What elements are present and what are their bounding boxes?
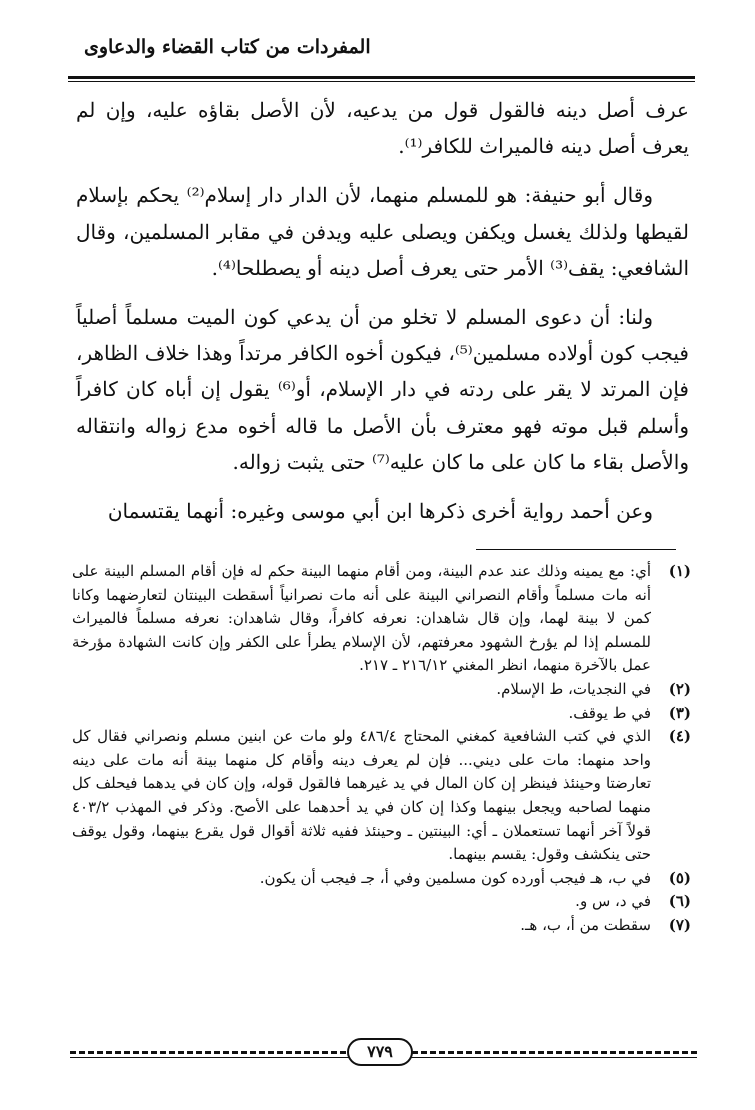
footnote — [72, 890, 691, 914]
main-text — [76, 92, 689, 542]
footnote-number: (٢) — [668, 679, 691, 698]
footnote-text: سقطت من أ، ب، هـ. — [520, 915, 651, 934]
footnote-number: (٥) — [668, 868, 691, 887]
footnote-text: في د، س و. — [575, 892, 651, 911]
paragraph: وقال أبو حنيفة: هو للمسلم منهما، لأن الدار دار إسلام⁽²⁾ يحكم بإسلام لقيطها ولذلك يغسل ويكفن ويصلى عليه ويدفن في مقابر المسلمين، وقال الشافعي: يقف⁽³⁾ الأمر حتى يعرف أصل دينه أو يصطلحا⁽⁴⁾. — [76, 183, 689, 280]
header-rule-thin — [68, 81, 695, 82]
footnote — [72, 702, 691, 726]
footnote-text: في النجديات، ط الإسلام. — [496, 679, 651, 698]
footnote-separator — [476, 549, 676, 550]
footnote-text: الذي في كتب الشافعية كمغني المحتاج ٤٨٦/٤ ولو مات عن ابنين مسلم ونصراني فقال كل واحد منهما: مات على ديني... فإن لم يعرف دينه وأقام كل منهما بينة أنه مات على دينه تعارضتا وحينئذ فينظر إن كان المال في يد غيرهما فالقول قوله، وإن كان في يدهما فيحلف كل منهما لصاحبه ويجعل بينهما وكذا إن كان في يد أحدهما على الأصح. وذكر في المهذب ٤٠٣/٢ قولاً آخر أنهما تستعملان ـ أي: البينتين ـ وحينئذ ففيه ثلاثة أقوال قول يقرع بينهما، وقول يوقف حتى ينكشف وقول: يقسم بينهما. — [72, 727, 651, 864]
running-header: المفردات من كتاب القضاء والدعاوى — [84, 36, 371, 58]
page-number: ٧٧٩ — [347, 1038, 413, 1066]
footnote — [72, 867, 691, 891]
header-rule-thick — [68, 76, 695, 79]
paragraph: ولنا: أن دعوى المسلم لا تخلو من أن يدعي كون الميت مسلماً أصلياً فيجب كون أولاده مسلمين⁽⁵⁾، فيكون أخوه الكافر مرتداً وهذا خلاف الظاهر، فإن المرتد لا يقر على ردته في دار الإسلام، أو⁽⁶⁾ يقول إن أباه كان كافراً وأسلم قبل موته فهو معترف بأن الأصل ما قاله أخوه مدع زواله وانتقاله والأصل بقاء ما كان على ما كان عليه⁽⁷⁾ حتى يثبت زواله. — [76, 305, 689, 474]
footnote — [72, 560, 691, 678]
footnote-number: (١) — [668, 562, 691, 580]
footnotes — [72, 560, 691, 938]
footnote-number: (٤) — [668, 727, 691, 746]
footnote-text: في ط يوقف. — [568, 703, 651, 722]
footnote-text: أي: مع يمينه وذلك عند عدم البينة، ومن أقام منهما البينة حكم له فإن أقام المسلم البينة على أنه مات مسلماً وأقام النصراني البينة على أنه مات نصرانياً أسقطت البينتان لتعارضهما وكانا كمن لا بينة لهما، وإن قال شاهدان: نعرفه كافراً، وقال شاهدان: نعرفه مسلماً فالميراث للمسلم إذا لم يؤرخ الشهود معرفتهم، لأن الإسلام يطرأ على الكفر وإن كانت الشهادة مؤرخة عمل بالآخرة منهما، انظر المغني ٢١٦/١٢ ـ ٢١٧. — [72, 562, 651, 675]
footnote — [72, 678, 691, 702]
paragraph: عرف أصل دينه فالقول قول من يدعيه، لأن الأصل بقاؤه عليه، وإن لم يعرف أصل دينه فالميراث للكافر⁽¹⁾. — [76, 98, 689, 159]
footnote — [72, 914, 691, 938]
footnote-text: في ب، هـ فيجب أورده كون مسلمين وفي أ، جـ فيجب أن يكون. — [259, 868, 651, 887]
footnote-number: (٣) — [668, 703, 691, 722]
paragraph: وعن أحمد رواية أخرى ذكرها ابن أبي موسى وغيره: أنهما يقتسمان — [107, 499, 653, 524]
footnote-number: (٧) — [668, 915, 691, 934]
footnote-number: (٦) — [668, 892, 691, 911]
footnote — [72, 725, 691, 867]
